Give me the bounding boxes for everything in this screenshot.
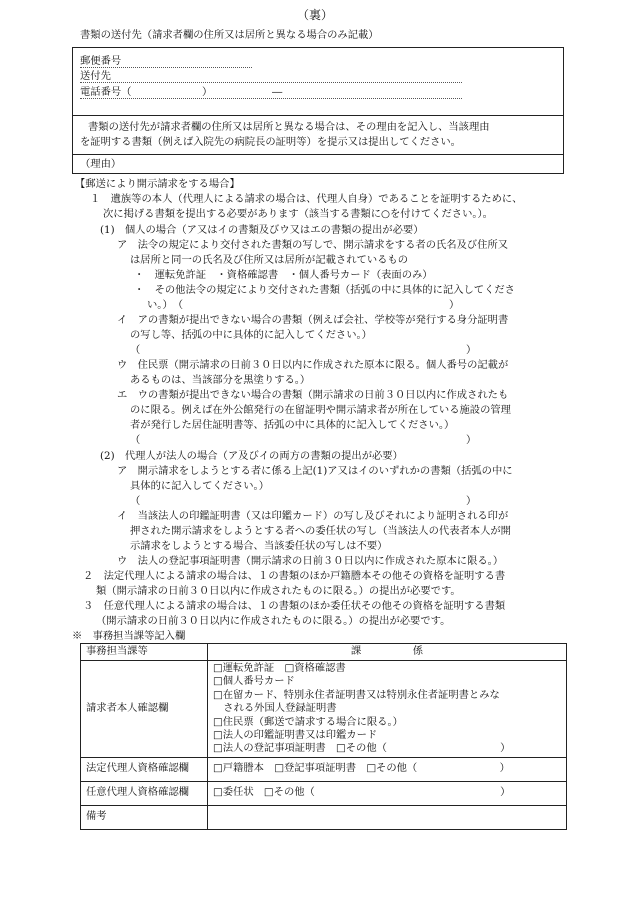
body-line: い。） （ <box>147 299 184 311</box>
postal-code-label: 郵便番号 <box>80 55 122 67</box>
reason-label: （理由） <box>80 158 122 170</box>
phone-dash: ― <box>272 86 283 98</box>
body-line: ・ 運転免許証 ・資格確認書 ・個人番号カード（表面のみ） <box>134 269 433 281</box>
checkbox-item[interactable]: □法人の登記事項証明書 □その他（ ） <box>213 742 511 755</box>
remarks-field[interactable] <box>208 805 567 829</box>
checkbox-item[interactable]: □個人番号カード <box>213 675 295 688</box>
body-line: （ <box>130 495 141 507</box>
body-line: （ <box>130 434 141 446</box>
body-line: ウ 法人の登記事項証明書（開示請求の日前３０日以内に作成された原本に限る。） <box>117 555 504 567</box>
checkbox-item[interactable]: □法人の印鑑証明書又は印鑑カード <box>213 728 378 741</box>
body-line: （開示請求の日前３０日以内に作成されたものに限る。）の提出が必要です。 <box>96 615 451 627</box>
checkbox-item[interactable]: □在留カード、特別永住者証明書又は特別永住者証明書とみな <box>213 688 500 701</box>
checkbox-item: される外国人登録証明書 <box>213 702 337 715</box>
body-line: ア 開示請求をしようとする者に係る上記(1)ア又はイのいずれかの書類（括弧の中に <box>117 465 513 477</box>
office-dept-label: 事務担当課等 <box>81 644 208 661</box>
body-line: ２ 法定代理人による請求の場合は、１の書類のほか戸籍謄本その他その資格を証明する書 <box>83 570 506 582</box>
send-address-heading: 書類の送付先（請求者欄の住所又は居所と異なる場合のみ記載） <box>80 29 379 41</box>
checkbox-item[interactable]: □運転免許証 □資格確認書 <box>213 662 346 674</box>
body-line: ウ 住民票（開示請求の日前３０日以内に作成された原本に限る。個人番号の記載が <box>117 359 509 371</box>
body-line: のに限る。例えば在外公館発行の在留証明や開示請求者が所在している施設の管理 <box>130 404 511 416</box>
body-line: ） <box>466 344 477 356</box>
phone-field[interactable] <box>80 98 462 99</box>
remarks-label: 備考 <box>81 805 208 829</box>
table-row <box>81 805 567 829</box>
body-line: 者が発行した居住証明書等、括弧の中に具体的に記入してください。） <box>130 419 455 431</box>
requester-id-checklist[interactable] <box>208 661 567 758</box>
reason-note-line: を証明する書類（例えば入院先の病院長の証明等）を提示又は提出してください。 <box>80 136 461 148</box>
body-line: エ ウの書類が提出できない場合の書類（開示請求の日前３０日以内に作成されたも <box>117 389 509 401</box>
body-line: ） <box>449 299 460 311</box>
body-line: ３ 任意代理人による請求の場合は、１の書類のほか委任状その他その資格を証明する書類 <box>83 600 506 612</box>
legal-agent-label: 法定代理人資格確認欄 <box>81 757 208 781</box>
body-line: １ 遺族等の本人（代理人による請求の場合は、代理人自身）であることを証明するために、 <box>90 193 523 205</box>
phone-label: 電話番号（ <box>80 86 132 98</box>
table-row <box>81 644 567 661</box>
body-line: イ アの書類が提出できない場合の書類（例えば会社、学校等が発行する身分証明書 <box>117 314 509 326</box>
table-row <box>81 757 567 781</box>
body-line: ・ その他法令の規定により交付された書類（括弧の中に具体的に記入してくださ <box>134 284 515 296</box>
body-line: あるものは、当該部分を黒塗りする。） <box>130 374 311 386</box>
voluntary-agent-label: 任意代理人資格確認欄 <box>81 781 208 805</box>
postal-code-field[interactable] <box>80 67 252 68</box>
destination-field[interactable] <box>80 82 462 83</box>
reason-box[interactable] <box>72 155 564 174</box>
body-line: （ <box>130 344 141 356</box>
body-line: (2) 代理人が法人の場合（ア及びイの両方の書類の提出が必要） <box>100 450 403 462</box>
body-line: ） <box>466 434 477 446</box>
phone-close-paren: ） <box>202 86 213 98</box>
page-title: （裏） <box>296 8 333 22</box>
checkbox-item[interactable]: □住民票（郵送で請求する場合に限る。） <box>213 715 403 728</box>
body-line: 示請求をしようとする場合、当該委任状の写しは不要） <box>130 540 388 552</box>
table-row <box>81 781 567 805</box>
voluntary-agent-checklist[interactable]: □委任状 □その他（ ） <box>208 781 567 805</box>
body-line: の写し等、括弧の中に具体的に記入してください。） <box>130 329 372 341</box>
body-line: 次に掲げる書類を提出する必要があります（該当する書類に○を付けてください。）。 <box>103 208 493 220</box>
body-line: (1) 個人の場合（ア又はイの書類及びウ又はエの書類の提出が必要） <box>100 224 424 236</box>
reason-note-line: 書類の送付先が請求者欄の住所又は居所と異なる場合は、その理由を記入し、当該理由 <box>88 121 490 133</box>
body-line: ） <box>466 495 477 507</box>
body-line: は居所と同一の氏名及び住所又は居所が記載されているもの <box>130 254 409 266</box>
requester-id-label: 請求者本人確認欄 <box>81 661 208 758</box>
office-use-heading: ※ 事務担当課等記入欄 <box>72 630 186 642</box>
body-line: 押された開示請求をしようとする者への委任状の写し（当該法人の代表者本人が開 <box>130 525 511 537</box>
body-line: イ 当該法人の印鑑証明書（又は印鑑カード）の写し及びそれにより証明される印が <box>117 510 509 522</box>
mail-request-heading: 【郵送により開示請求をする場合】 <box>75 178 240 190</box>
destination-label: 送付先 <box>80 70 111 82</box>
legal-agent-checklist[interactable]: □戸籍謄本 □登記事項証明書 □その他（ ） <box>208 757 567 781</box>
body-line: ア 法令の規定により交付された書類の写しで、開示請求をする者の氏名及び住所又 <box>117 239 509 251</box>
body-line: 具体的に記入してください。） <box>130 480 270 492</box>
body-line: 類（開示請求の日前３０日以内に作成されたものに限る。）の提出が必要です。 <box>96 585 461 597</box>
table-row <box>81 661 567 758</box>
office-dept-value[interactable]: 課 係 <box>208 644 567 661</box>
office-use-table <box>80 643 567 830</box>
